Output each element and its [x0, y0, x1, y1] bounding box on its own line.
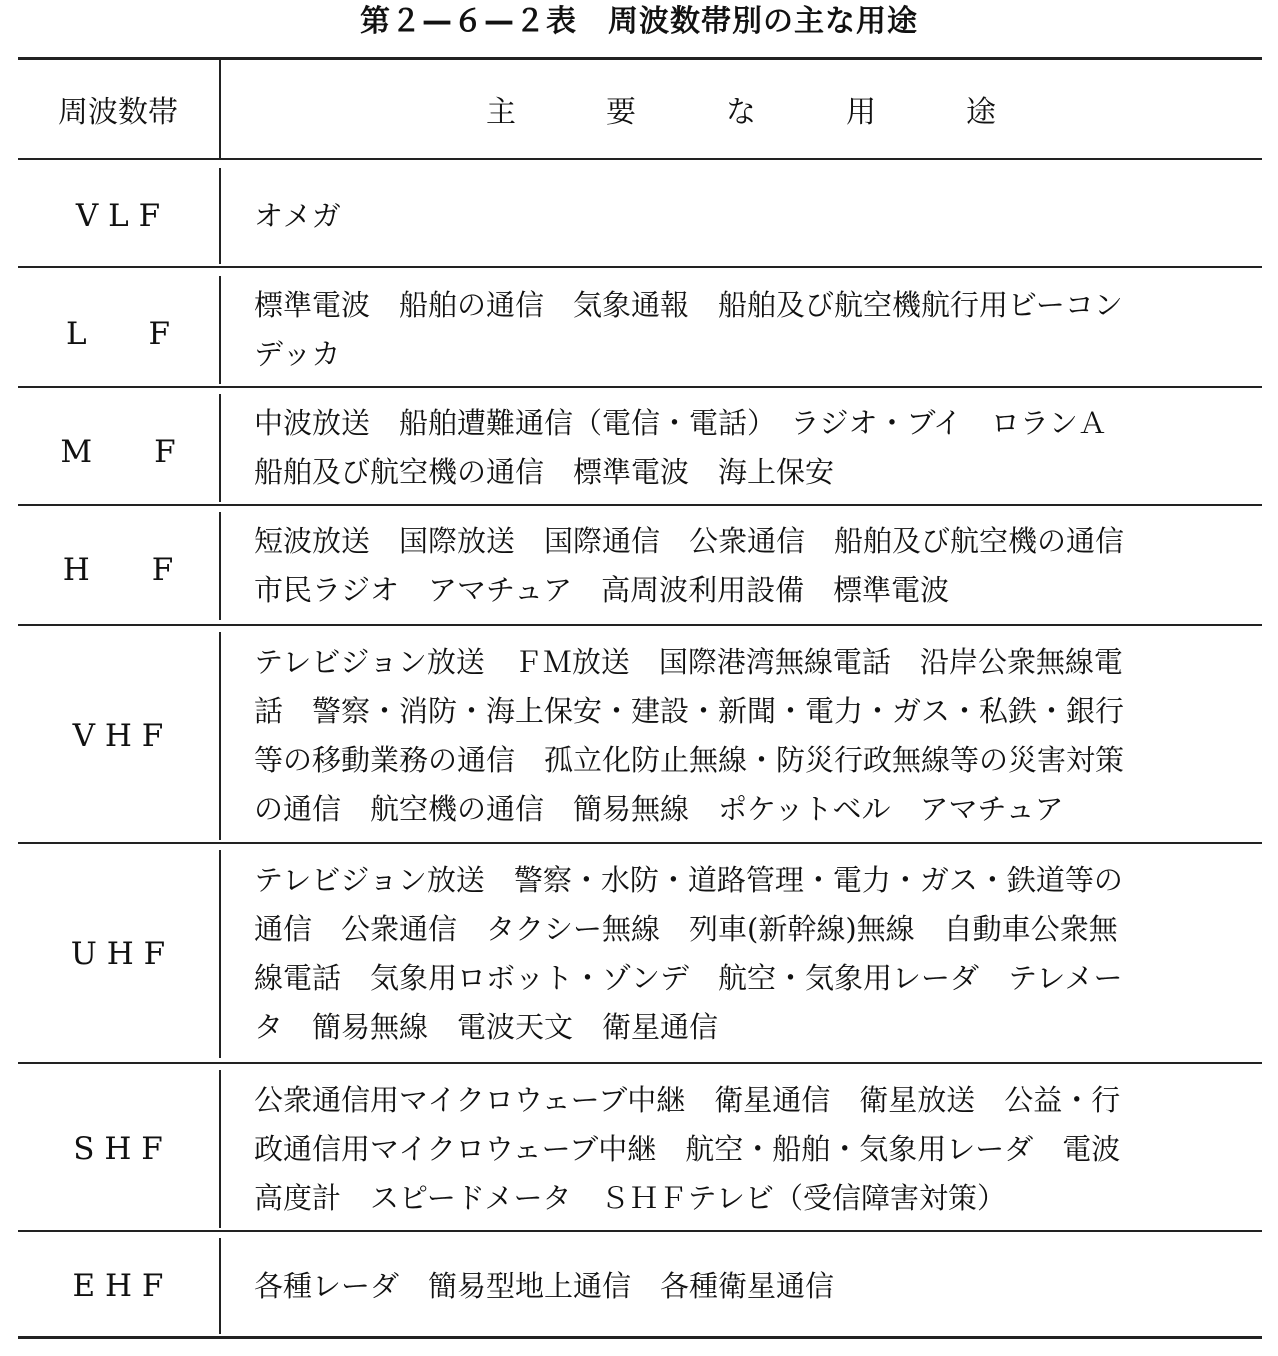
uses-cell	[254, 850, 1244, 1058]
uses-cell	[254, 1238, 1244, 1334]
uses-line: 標準電波 船舶の通信 気象通報 船舶及び航空機航行用ビーコン	[254, 288, 1123, 322]
row-rule	[18, 842, 1262, 844]
uses-cell	[254, 512, 1244, 620]
uses-line: 高度計 スピードメータ ＳＨＦテレビ（受信障害対策）	[254, 1180, 1006, 1215]
uses-line: 市民ラジオ アマチュア 高周波利用設備 標準電波	[254, 573, 950, 607]
column-divider	[219, 168, 221, 264]
uses-cell	[254, 1070, 1244, 1228]
uses-line: 線電話 気象用ロボット・ゾンデ 航空・気象用レーダ テレメー	[254, 961, 1123, 995]
uses-line: テレビジョン放送 警察・水防・道路管理・電力・ガス・鉄道等の	[254, 863, 1123, 897]
uses-line: 各種レーダ 簡易型地上通信 各種衛星通信	[254, 1268, 835, 1303]
row-rule	[18, 386, 1262, 388]
row-rule	[18, 624, 1262, 626]
column-divider	[219, 394, 221, 502]
uses-line: 船舶及び航空機の通信 標準電波 海上保安	[254, 455, 835, 489]
uses-column-header: 主 要 な 用 途	[486, 95, 996, 130]
band-column-header: 周波数帯	[58, 95, 178, 130]
uses-line: 公衆通信用マイクロウェーブ中継 衛星通信 衛星放送 公益・行	[254, 1082, 1121, 1117]
row-rule	[18, 504, 1262, 506]
column-divider	[219, 276, 221, 384]
column-divider	[219, 1238, 221, 1334]
uses-line: 短波放送 国際放送 国際通信 公衆通信 船舶及び航空機の通信	[254, 524, 1125, 558]
uses-line: オメガ	[254, 198, 341, 233]
band-cell: U H F	[70, 936, 166, 972]
uses-line: デッカ	[254, 337, 341, 371]
row-rule	[18, 1230, 1262, 1232]
band-cell: M F	[60, 433, 176, 470]
header-rule	[18, 158, 1262, 160]
column-divider	[219, 632, 221, 840]
band-cell: L F	[65, 315, 171, 352]
uses-line: タ 簡易無線 電波天文 衛星通信	[254, 1010, 719, 1044]
band-cell: S H F	[73, 1131, 163, 1167]
column-divider	[219, 512, 221, 620]
row-rule	[18, 266, 1262, 268]
row-rule	[18, 1062, 1262, 1064]
band-cell: V L F	[75, 198, 161, 234]
uses-cell	[254, 168, 1244, 264]
column-divider	[219, 1070, 221, 1228]
uses-line: 話 警察・消防・海上保安・建設・新聞・電力・ガス・私鉄・銀行	[254, 694, 1125, 728]
uses-line: の通信 航空機の通信 簡易無線 ポケットベル アマチュア	[254, 792, 1064, 826]
uses-cell	[254, 394, 1244, 502]
uses-cell	[254, 276, 1244, 384]
uses-line: 通信 公衆通信 タクシー無線 列車(新幹線)無線 自動車公衆無	[254, 912, 1118, 946]
bottom-rule	[18, 1336, 1262, 1339]
band-cell: V H F	[72, 718, 164, 754]
column-divider	[219, 850, 221, 1058]
column-divider	[219, 58, 221, 158]
uses-line: テレビジョン放送 ＦＭ放送 国際港湾無線電話 沿岸公衆無線電	[254, 645, 1123, 679]
uses-line: 等の移動業務の通信 孤立化防止無線・防災行政無線等の災害対策	[254, 743, 1125, 777]
band-cell: E H F	[72, 1268, 164, 1304]
uses-cell	[254, 632, 1244, 840]
band-cell: H F	[62, 551, 174, 588]
uses-line: 政通信用マイクロウェーブ中継 航空・船舶・気象用レーダ 電波	[254, 1131, 1121, 1166]
table-title: 第２—６—２表 周波数帯別の主な用途	[360, 4, 918, 39]
uses-line: 中波放送 船舶遭難通信（電信・電話） ラジオ・ブイ ロランＡ	[254, 406, 1107, 440]
